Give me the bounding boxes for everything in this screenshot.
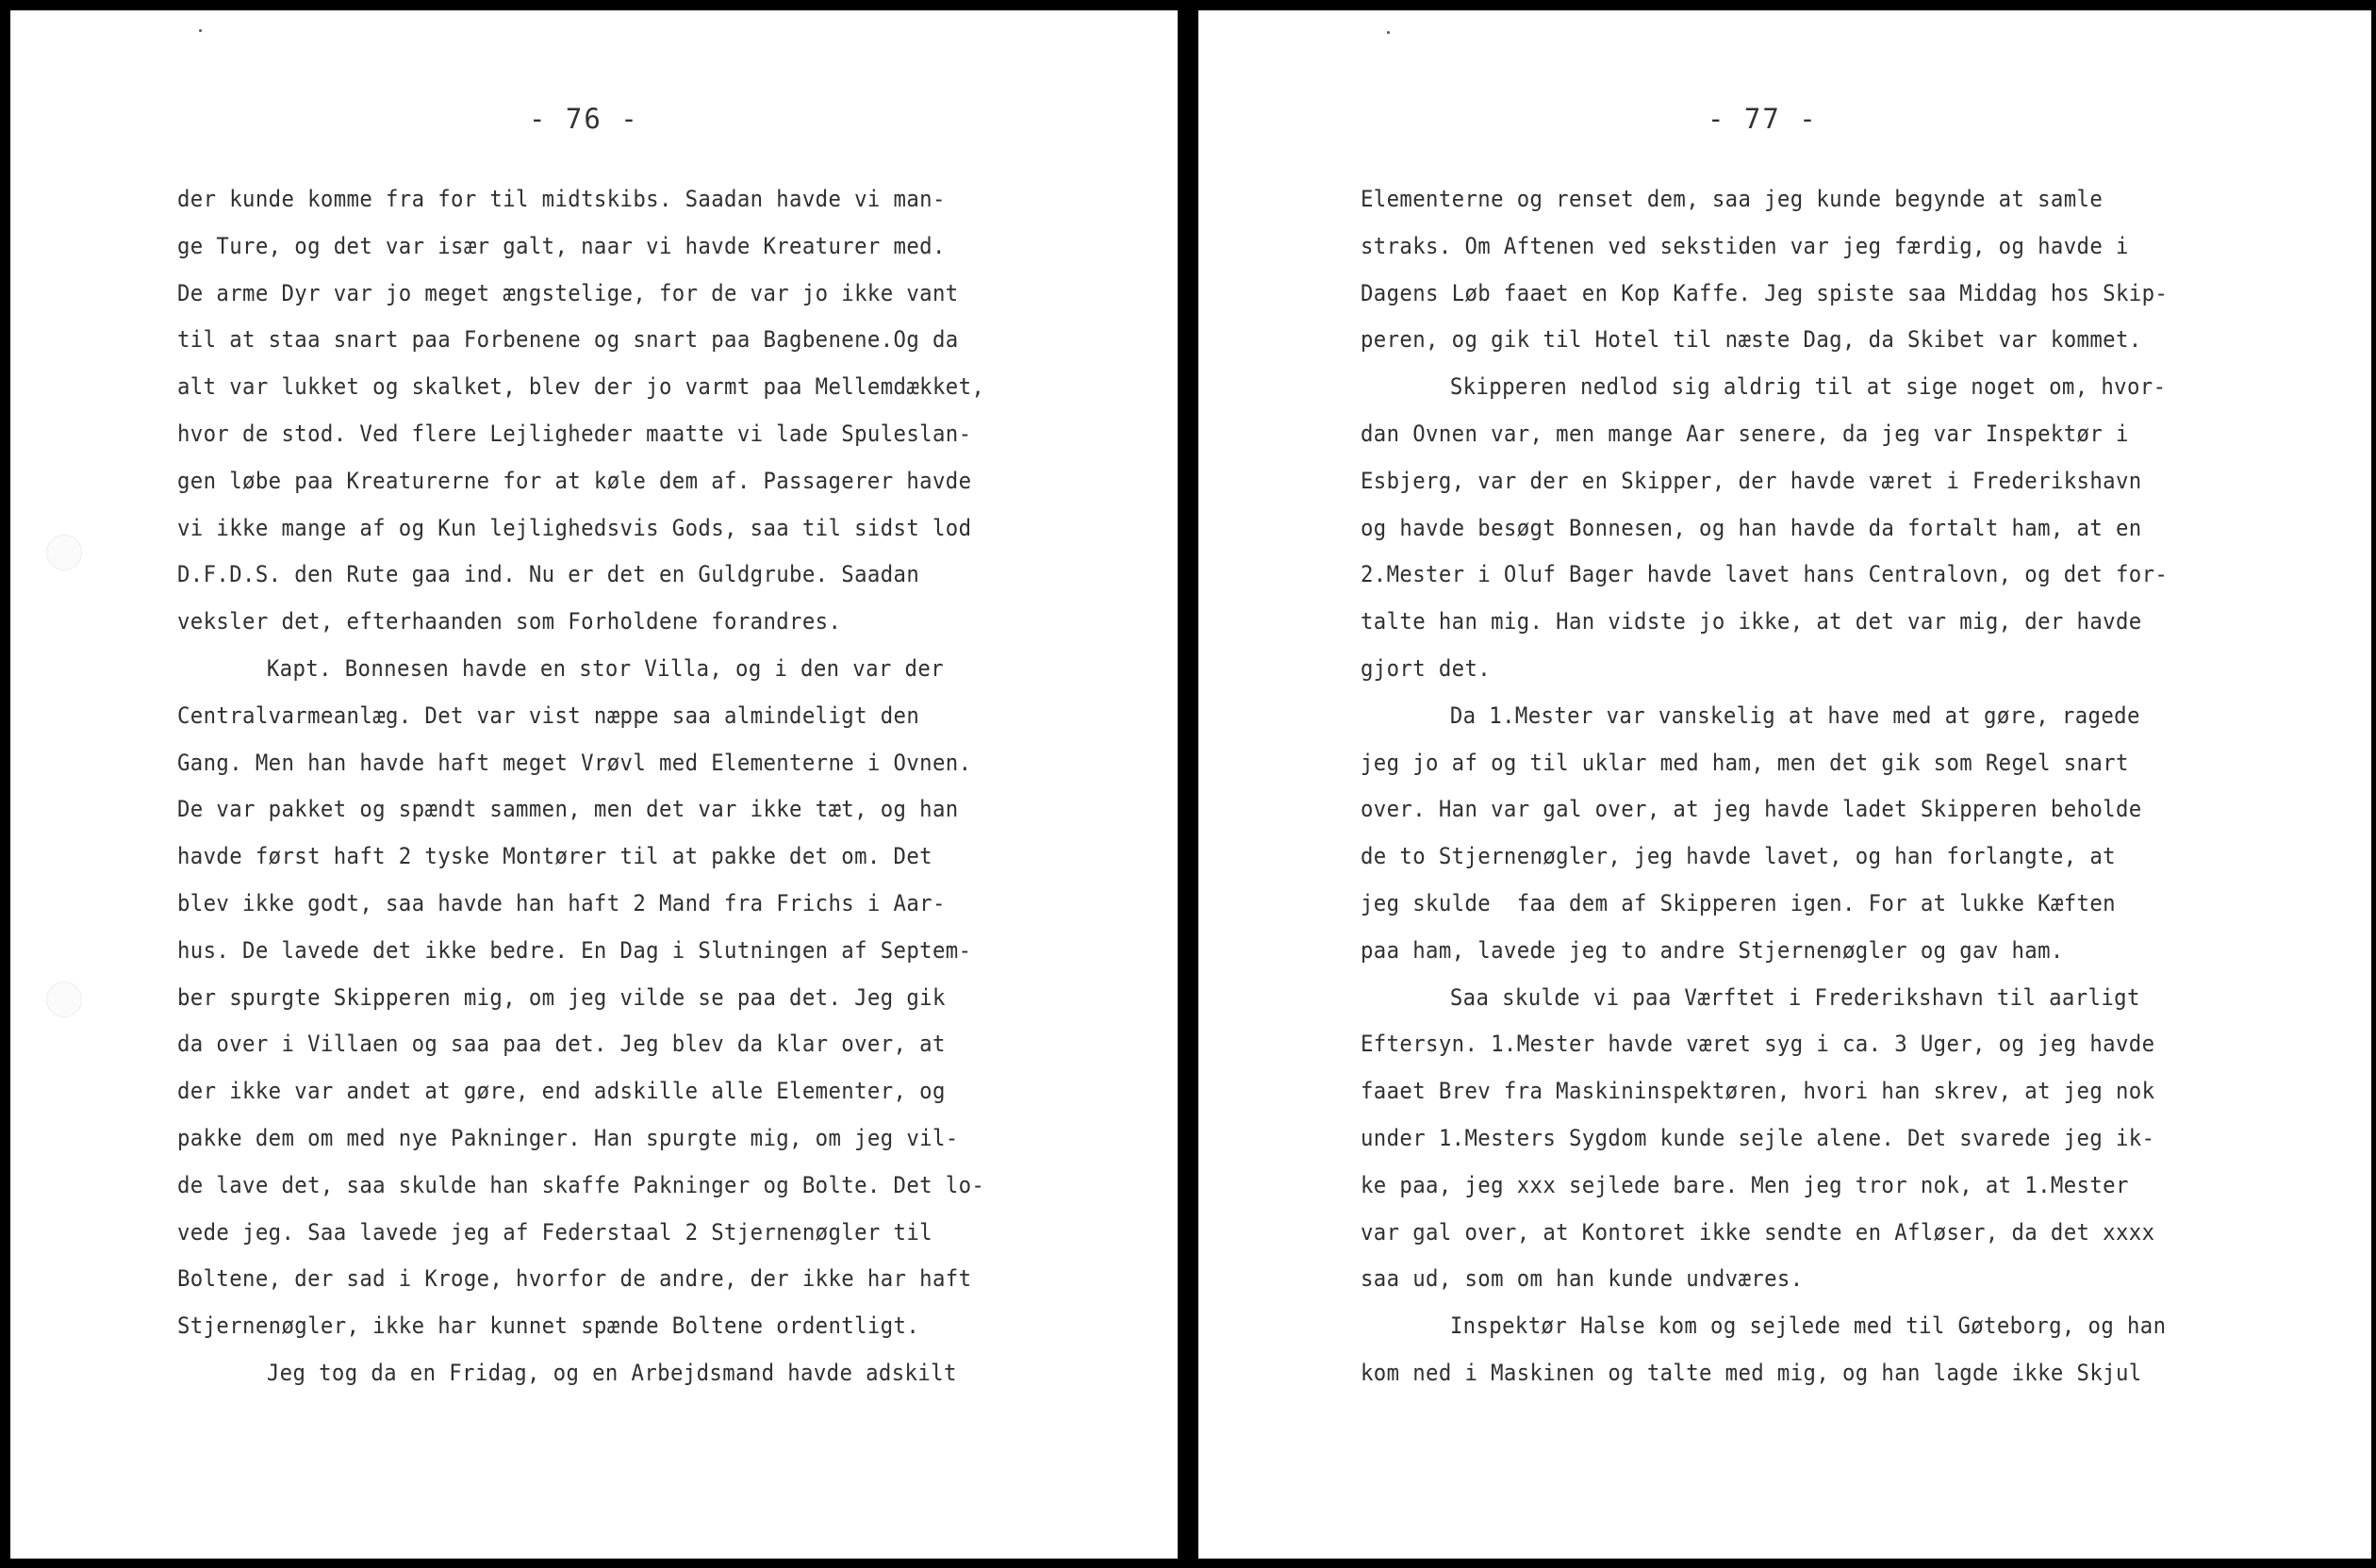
text-line: Saa skulde vi paa Værftet i Frederikshavn til aarligt xyxy=(1449,983,2140,1011)
text-line: 2.Mester i Oluf Bager havde lavet hans Centralovn, og det for- xyxy=(1361,561,2169,588)
text-line: vi ikke mange af og Kun lejlighedsvis Gods, saa til sidst lod xyxy=(177,514,972,541)
page-number-right: - 77 - xyxy=(1708,103,1818,135)
text-line: gjort det. xyxy=(1361,654,1492,682)
punch-hole-upper xyxy=(46,535,82,570)
text-line: Inspektør Halse kom og sejlede med til Gøteborg, og han xyxy=(1449,1312,2167,1340)
text-line: over. Han var gal over, at jeg havde ladet Skipperen beholde xyxy=(1361,796,2142,823)
page-number-left: - 76 - xyxy=(529,103,639,135)
text-line: Esbjerg, var der en Skipper, der havde været i Frederikshavn xyxy=(1361,467,2142,494)
text-line: og havde besøgt Bonnesen, og han havde da fortalt ham, at en xyxy=(1361,514,2142,541)
text-line: saa ud, som om han kunde undværes. xyxy=(1361,1265,1804,1293)
left-page xyxy=(10,10,1178,1559)
text-line: faaet Brev fra Maskininspektøren, hvori han skrev, at jeg nok xyxy=(1361,1078,2155,1105)
text-line: Kapt. Bonnesen havde en stor Villa, og i den var der xyxy=(266,654,944,682)
right-page-text xyxy=(1361,176,2229,1397)
text-line: hvor de stod. Ved flere Lejligheder maatte vi lade Spuleslan- xyxy=(177,420,972,447)
text-line: D.F.D.S. den Rute gaa ind. Nu er det en Guldgrube. Saadan xyxy=(177,561,920,588)
text-line: kom ned i Maskinen og talte med mig, og han lagde ikke Skjul xyxy=(1361,1359,2142,1386)
text-line: Da 1.Mester var vanskelig at have med at gøre, ragede xyxy=(1449,701,2140,729)
text-line: ge Ture, og det var især galt, naar vi havde Kreaturer med. xyxy=(177,232,946,259)
text-line: jeg skulde faa dem af Skipperen igen. For at lukke Kæften xyxy=(1361,889,2116,916)
text-line: Boltene, der sad i Kroge, hvorfor de andre, der ikke har haft xyxy=(177,1265,972,1293)
text-line: der ikke var andet at gøre, end adskille alle Elementer, og xyxy=(177,1078,946,1105)
text-line: blev ikke godt, saa havde han haft 2 Mand fra Frichs i Aar- xyxy=(177,889,946,916)
text-line: veksler det, efterhaanden som Forholdene forandres. xyxy=(177,608,842,635)
text-line: paa ham, lavede jeg to andre Stjernenøgler og gav ham. xyxy=(1361,936,2064,964)
text-line: De arme Dyr var jo meget ængstelige, for de var jo ikke vant xyxy=(177,279,959,306)
text-line: var gal over, at Kontoret ikke sendte en Afløser, da det xxxx xyxy=(1361,1218,2155,1246)
text-line: ber spurgte Skipperen mig, om jeg vilde se paa det. Jeg gik xyxy=(177,983,946,1011)
text-line: Stjernenøgler, ikke har kunnet spænde Boltene ordentligt. xyxy=(177,1312,920,1340)
text-line: talte han mig. Han vidste jo ikke, at det var mig, der havde xyxy=(1361,608,2142,635)
text-line: peren, og gik til Hotel til næste Dag, da Skibet var kommet. xyxy=(1361,326,2142,354)
text-line: Centralvarmeanlæg. Det var vist næppe saa almindeligt den xyxy=(177,701,920,729)
text-line: vede jeg. Saa lavede jeg af Federstaal 2 Stjernenøgler til xyxy=(177,1218,932,1246)
text-line: Elementerne og renset dem, saa jeg kunde begynde at samle xyxy=(1361,186,2104,212)
text-line: havde først haft 2 tyske Montører til at pakke det om. Det xyxy=(177,843,932,870)
text-line: dan Ovnen var, men mange Aar senere, da jeg var Inspektør i xyxy=(1361,420,2129,447)
text-line: alt var lukket og skalket, blev der jo varmt paa Mellemdækket, xyxy=(177,373,985,401)
text-line: straks. Om Aftenen ved sekstiden var jeg færdig, og havde i xyxy=(1361,232,2129,259)
text-line: Eftersyn. 1.Mester havde været syg i ca. 3 Uger, og jeg havde xyxy=(1361,1031,2155,1058)
punch-hole-lower xyxy=(46,982,82,1017)
text-line: da over i Villaen og saa paa det. Jeg blev da klar over, at xyxy=(177,1031,946,1058)
text-line: Jeg tog da en Fridag, og en Arbejdsmand havde adskilt xyxy=(266,1359,957,1386)
text-line: under 1.Mesters Sygdom kunde sejle alene. Det svarede jeg ik- xyxy=(1361,1124,2155,1151)
text-line: til at staa snart paa Forbenene og snart paa Bagbenene.Og da xyxy=(177,326,959,354)
text-line: de lave det, saa skulde han skaffe Pakninger og Bolte. Det lo- xyxy=(177,1171,985,1198)
text-line: De var pakket og spændt sammen, men det var ikke tæt, og han xyxy=(177,796,959,823)
text-line: der kunde komme fra for til midtskibs. Saadan havde vi man- xyxy=(177,186,946,212)
text-line: Gang. Men han havde haft meget Vrøvl med Elementerne i Ovnen. xyxy=(177,749,972,776)
text-line: pakke dem om med nye Pakninger. Han spurgte mig, om jeg vil- xyxy=(177,1124,959,1151)
ink-speck xyxy=(1387,31,1390,34)
right-page xyxy=(1198,10,2371,1559)
text-line: ke paa, jeg xxx sejlede bare. Men jeg tror nok, at 1.Mester xyxy=(1361,1171,2129,1198)
text-line: Dagens Løb faaet en Kop Kaffe. Jeg spiste saa Middag hos Skip- xyxy=(1361,279,2169,306)
ink-speck xyxy=(199,29,202,32)
text-line: Skipperen nedlod sig aldrig til at sige noget om, hvor- xyxy=(1449,373,2167,401)
text-line: jeg jo af og til uklar med ham, men det gik som Regel snart xyxy=(1361,749,2129,776)
text-line: de to Stjernenøgler, jeg havde lavet, og han forlangte, at xyxy=(1361,843,2116,870)
left-page-text xyxy=(177,176,1046,1397)
text-line: hus. De lavede det ikke bedre. En Dag i Slutningen af Septem- xyxy=(177,936,972,964)
text-line: gen løbe paa Kreaturerne for at køle dem af. Passagerer havde xyxy=(177,467,972,494)
